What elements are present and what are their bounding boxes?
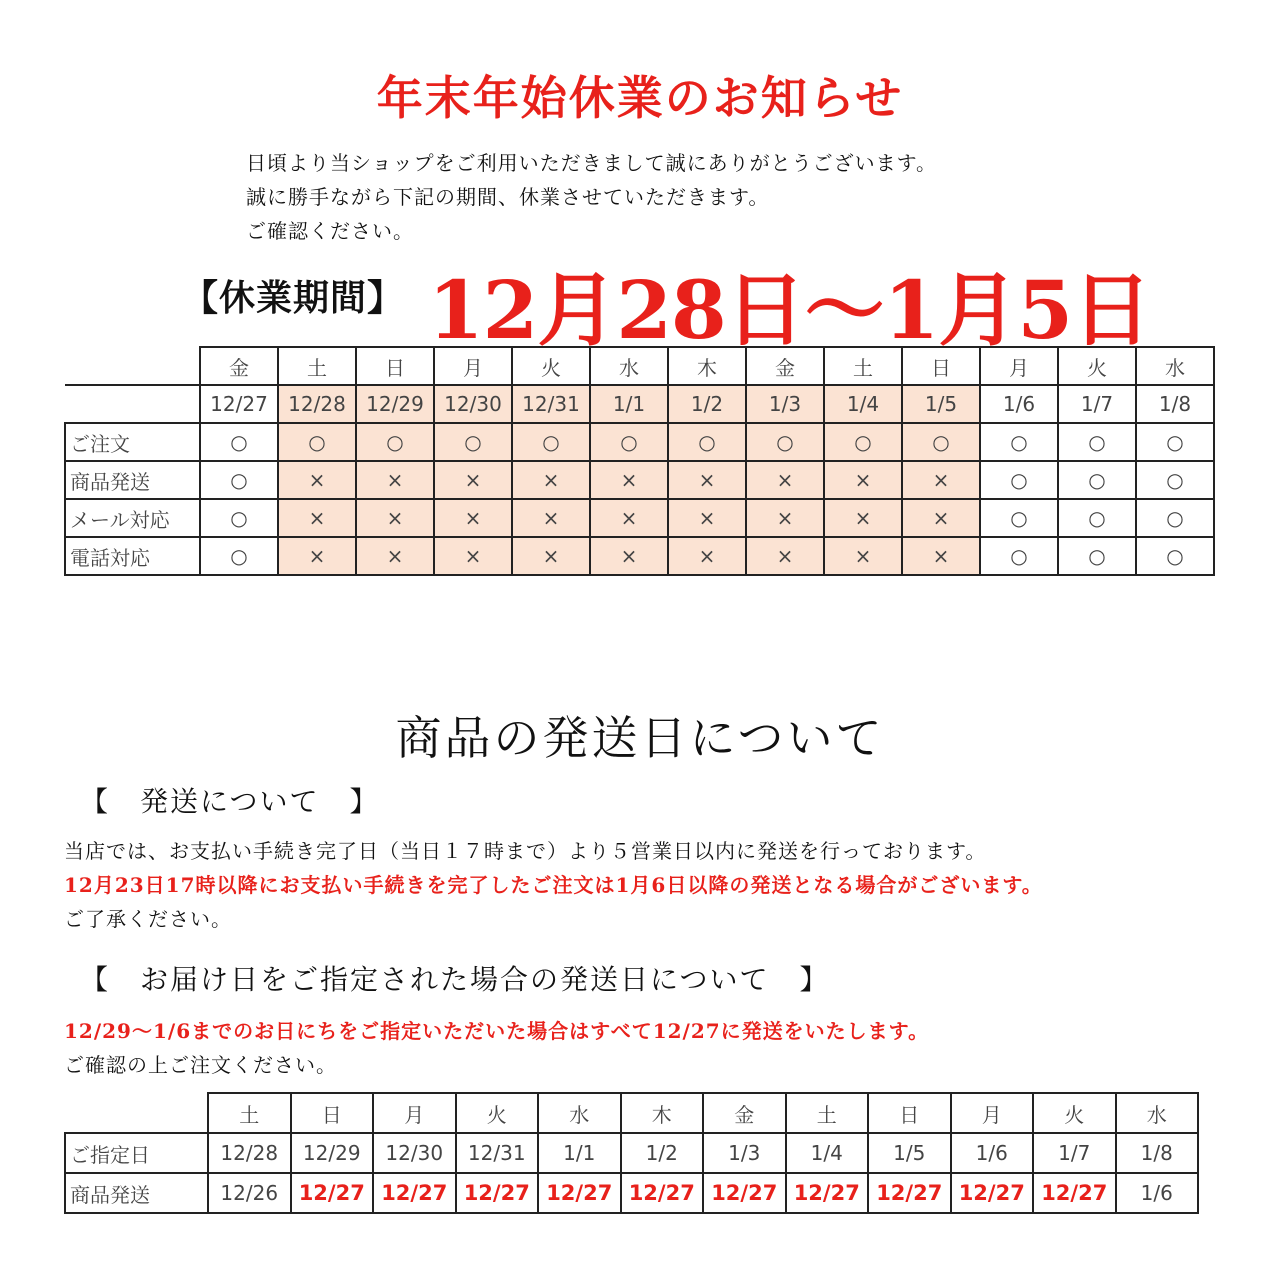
weekday-cell: 月 — [373, 1093, 456, 1133]
ship-date-cell: 1/6 — [1116, 1173, 1199, 1213]
shipping-section-title: 商品の発送日について — [395, 711, 885, 765]
specified-date-cell: 12/28 — [208, 1133, 291, 1173]
date-cell: 1/4 — [824, 385, 902, 423]
unavailable-mark: × — [590, 461, 668, 499]
date-cell: 12/27 — [200, 385, 278, 423]
ship-date-row — [65, 1173, 1198, 1213]
weekday-cell: 土 — [278, 347, 356, 385]
date-cell: 1/2 — [668, 385, 746, 423]
unavailable-mark: × — [668, 537, 746, 575]
available-mark: ○ — [1058, 423, 1136, 461]
intro-line: ご確認ください。 — [246, 219, 414, 243]
unavailable-mark: × — [902, 499, 980, 537]
unavailable-mark: × — [434, 537, 512, 575]
unavailable-mark: × — [746, 499, 824, 537]
intro-text — [246, 146, 937, 248]
shipping-paragraph — [64, 834, 1043, 936]
weekday-cell: 土 — [824, 347, 902, 385]
weekday-cell: 月 — [980, 347, 1058, 385]
schedule-row — [65, 423, 1214, 461]
weekday-cell: 金 — [200, 347, 278, 385]
weekday-cell: 火 — [1033, 1093, 1116, 1133]
available-mark: ○ — [200, 461, 278, 499]
corner-cell — [65, 1093, 208, 1133]
available-mark: ○ — [200, 499, 278, 537]
available-mark: ○ — [980, 537, 1058, 575]
weekday-cell: 木 — [621, 1093, 704, 1133]
unavailable-mark: × — [902, 537, 980, 575]
weekday-cell: 水 — [590, 347, 668, 385]
available-mark: ○ — [980, 499, 1058, 537]
weekday-cell: 木 — [668, 347, 746, 385]
unavailable-mark: × — [278, 537, 356, 575]
intro-line: 誠に勝手ながら下記の期間、休業させていただきます。 — [246, 185, 770, 209]
weekday-cell: 金 — [703, 1093, 786, 1133]
weekday-row — [65, 1093, 1198, 1133]
ship-date-cell: 12/27 — [373, 1173, 456, 1213]
date-cell: 12/28 — [278, 385, 356, 423]
available-mark: ○ — [1136, 423, 1214, 461]
row-label: 電話対応 — [65, 537, 200, 575]
specified-date-cell: 12/31 — [456, 1133, 539, 1173]
available-mark: ○ — [980, 423, 1058, 461]
unavailable-mark: × — [668, 461, 746, 499]
weekday-cell: 日 — [356, 347, 434, 385]
closure-period-value: 12月28日〜1月5日 — [428, 263, 1151, 357]
shipping-line: 当店では、お支払い手続き完了日（当日１７時まで）より５営業日以内に発送を行っております。 — [64, 839, 987, 863]
date-cell: 1/7 — [1058, 385, 1136, 423]
unavailable-mark: × — [746, 461, 824, 499]
delivery-line: ご確認の上ご注文ください。 — [64, 1053, 337, 1077]
available-mark: ○ — [278, 423, 356, 461]
unavailable-mark: × — [356, 537, 434, 575]
available-mark: ○ — [356, 423, 434, 461]
specified-date-cell: 12/29 — [291, 1133, 374, 1173]
available-mark: ○ — [512, 423, 590, 461]
weekday-cell: 日 — [291, 1093, 374, 1133]
available-mark: ○ — [1058, 499, 1136, 537]
ship-date-cell: 12/27 — [951, 1173, 1034, 1213]
unavailable-mark: × — [356, 499, 434, 537]
date-cell: 1/8 — [1136, 385, 1214, 423]
available-mark: ○ — [1136, 461, 1214, 499]
corner-cell — [65, 347, 200, 385]
row-label: ご指定日 — [65, 1133, 208, 1173]
available-mark: ○ — [902, 423, 980, 461]
closure-period-label: 【休業期間】 — [182, 277, 405, 319]
ship-date-cell: 12/27 — [538, 1173, 621, 1213]
unavailable-mark: × — [746, 537, 824, 575]
date-cell: 1/5 — [902, 385, 980, 423]
ship-date-cell: 12/27 — [868, 1173, 951, 1213]
date-cell: 1/1 — [590, 385, 668, 423]
row-label: 商品発送 — [65, 461, 200, 499]
ship-date-cell: 12/27 — [703, 1173, 786, 1213]
schedule-row — [65, 461, 1214, 499]
specified-date-cell: 1/2 — [621, 1133, 704, 1173]
weekday-cell: 水 — [1136, 347, 1214, 385]
unavailable-mark: × — [824, 499, 902, 537]
page-title: 年末年始休業のお知らせ — [376, 71, 904, 125]
weekday-row — [65, 347, 1214, 385]
ship-date-cell: 12/27 — [621, 1173, 704, 1213]
unavailable-mark: × — [590, 499, 668, 537]
delivery-date-heading: 【 お届け日をご指定された場合の発送日について 】 — [80, 963, 830, 996]
specified-date-cell: 1/3 — [703, 1133, 786, 1173]
weekday-cell: 土 — [786, 1093, 869, 1133]
specified-date-cell: 1/4 — [786, 1133, 869, 1173]
shipping-notice-line: 12月23日17時以降にお支払い手続きを完了したご注文は1月6日以降の発送となる場合がございます。 — [64, 873, 1043, 897]
ship-date-cell: 12/27 — [456, 1173, 539, 1213]
weekday-cell: 火 — [1058, 347, 1136, 385]
specified-date-cell: 1/1 — [538, 1133, 621, 1173]
specified-date-cell: 1/7 — [1033, 1133, 1116, 1173]
unavailable-mark: × — [512, 461, 590, 499]
weekday-cell: 水 — [538, 1093, 621, 1133]
weekday-cell: 日 — [902, 347, 980, 385]
weekday-cell: 火 — [456, 1093, 539, 1133]
unavailable-mark: × — [824, 537, 902, 575]
date-row — [65, 385, 1214, 423]
unavailable-mark: × — [434, 499, 512, 537]
unavailable-mark: × — [512, 499, 590, 537]
available-mark: ○ — [200, 537, 278, 575]
unavailable-mark: × — [434, 461, 512, 499]
unavailable-mark: × — [278, 461, 356, 499]
delivery-date-paragraph — [64, 1014, 929, 1082]
date-cell: 12/29 — [356, 385, 434, 423]
intro-line: 日頃より当ショップをご利用いただきまして誠にありがとうございます。 — [246, 151, 937, 175]
weekday-cell: 水 — [1116, 1093, 1199, 1133]
specified-date-cell: 1/5 — [868, 1133, 951, 1173]
available-mark: ○ — [746, 423, 824, 461]
weekday-cell: 月 — [434, 347, 512, 385]
unavailable-mark: × — [356, 461, 434, 499]
date-cell: 1/6 — [980, 385, 1058, 423]
specified-date-cell: 1/6 — [951, 1133, 1034, 1173]
available-mark: ○ — [1136, 537, 1214, 575]
schedule-row — [65, 537, 1214, 575]
unavailable-mark: × — [590, 537, 668, 575]
available-mark: ○ — [824, 423, 902, 461]
unavailable-mark: × — [668, 499, 746, 537]
unavailable-mark: × — [902, 461, 980, 499]
specified-date-cell: 12/30 — [373, 1133, 456, 1173]
weekday-cell: 火 — [512, 347, 590, 385]
delivery-notice-line: 12/29〜1/6までのお日にちをご指定いただいた場合はすべて12/27に発送をいたします。 — [64, 1019, 930, 1043]
specified-date-cell: 1/8 — [1116, 1133, 1199, 1173]
shipping-heading: 【 発送について 】 — [80, 785, 380, 818]
available-mark: ○ — [668, 423, 746, 461]
ship-date-cell: 12/27 — [291, 1173, 374, 1213]
date-cell: 12/31 — [512, 385, 590, 423]
available-mark: ○ — [590, 423, 668, 461]
ship-date-cell: 12/27 — [1033, 1173, 1116, 1213]
ship-date-cell: 12/26 — [208, 1173, 291, 1213]
unavailable-mark: × — [278, 499, 356, 537]
row-label: ご注文 — [65, 423, 200, 461]
weekday-cell: 月 — [951, 1093, 1034, 1133]
row-label: 商品発送 — [65, 1173, 208, 1213]
weekday-cell: 日 — [868, 1093, 951, 1133]
shipping-date-table — [64, 1092, 1199, 1214]
shipping-line: ご了承ください。 — [64, 907, 232, 931]
date-cell: 12/30 — [434, 385, 512, 423]
corner-cell — [65, 385, 200, 423]
available-mark: ○ — [980, 461, 1058, 499]
available-mark: ○ — [1058, 461, 1136, 499]
schedule-row — [65, 499, 1214, 537]
holiday-schedule-table — [64, 346, 1215, 576]
row-label: メール対応 — [65, 499, 200, 537]
date-cell: 1/3 — [746, 385, 824, 423]
ship-date-cell: 12/27 — [786, 1173, 869, 1213]
available-mark: ○ — [434, 423, 512, 461]
available-mark: ○ — [1136, 499, 1214, 537]
unavailable-mark: × — [512, 537, 590, 575]
specified-date-row — [65, 1133, 1198, 1173]
unavailable-mark: × — [824, 461, 902, 499]
available-mark: ○ — [200, 423, 278, 461]
weekday-cell: 土 — [208, 1093, 291, 1133]
weekday-cell: 金 — [746, 347, 824, 385]
available-mark: ○ — [1058, 537, 1136, 575]
